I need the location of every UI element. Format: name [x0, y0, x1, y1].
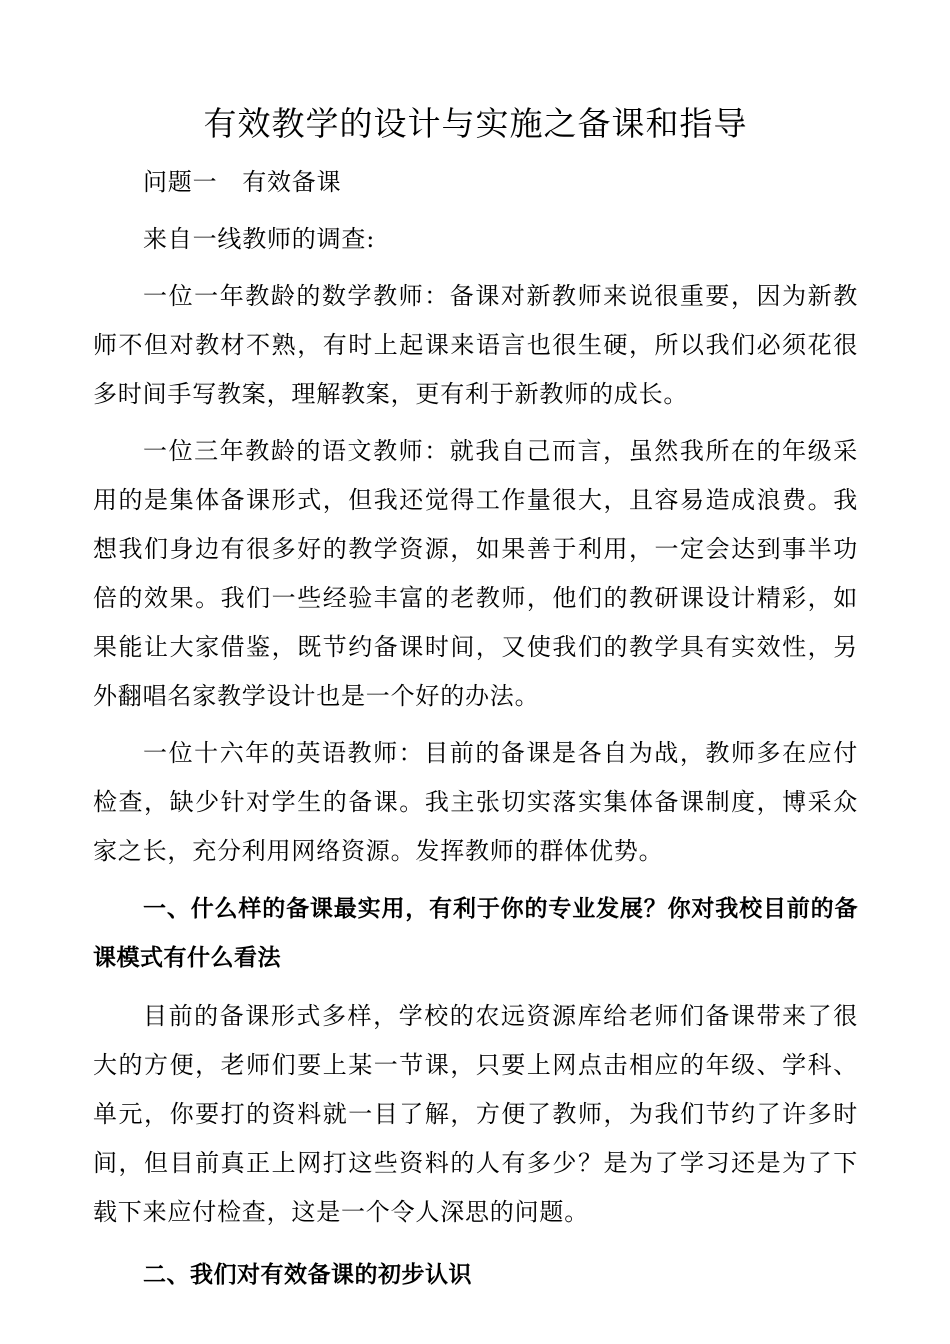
section-heading-2: 二、我们对有效备课的初步认识: [143, 1262, 472, 1288]
chinese-teacher-paragraph: 一位三年教龄的语文教师：就我自己而言，虽然我所在的年级采用的是集体备课形式，但我还觉得工作量很大，且容易造成浪费。我想我们身边有很多好的教学资源，如果善于利用，一定会达到事半功倍的效果。我们一些经验丰富的老教师，他们的教研课设计精彩，如果能让大家借鉴，既节约备课时间，又使我们的教学具有实效性，另外翻唱名家教学设计也是一个好的办法。: [93, 437, 858, 710]
lesson-prep-paragraph: 目前的备课形式多样，学校的农远资源库给老师们备课带来了很大的方便，老师们要上某一节课，只要上网点击相应的年级、学科、单元，你要打的资料就一目了解，方便了教师，为我们节约了许多时间，但目前真正上网打这些资料的人有多少？是为了学习还是为了下载下来应付检查，这是一个令人深思的问题。: [93, 1002, 858, 1226]
section-label: 问题一 有效备课: [143, 168, 342, 196]
document-page: [93, 96, 858, 1300]
survey-intro: 来自一线教师的调查:: [143, 225, 376, 253]
english-teacher-paragraph: 一位十六年的英语教师：目前的备课是各自为战，教师多在应付检查，缺少针对学生的备课。我主张切实落实集体备课制度，博采众家之长，充分利用网络资源。发挥教师的群体优势。: [93, 739, 858, 865]
math-teacher-paragraph: 一位一年教龄的数学教师：备课对新教师来说很重要，因为新教师不但对教材不熟，有时上起课来语言也很生硬，所以我们必须花很多时间手写教案，理解教案，更有利于新教师的成长。: [93, 282, 858, 408]
section-heading-1: 一、什么样的备课最实用，有利于你的专业发展？你对我校目前的备课模式有什么看法: [93, 896, 858, 971]
document-title: 有效教学的设计与实施之备课和指导: [203, 104, 748, 143]
